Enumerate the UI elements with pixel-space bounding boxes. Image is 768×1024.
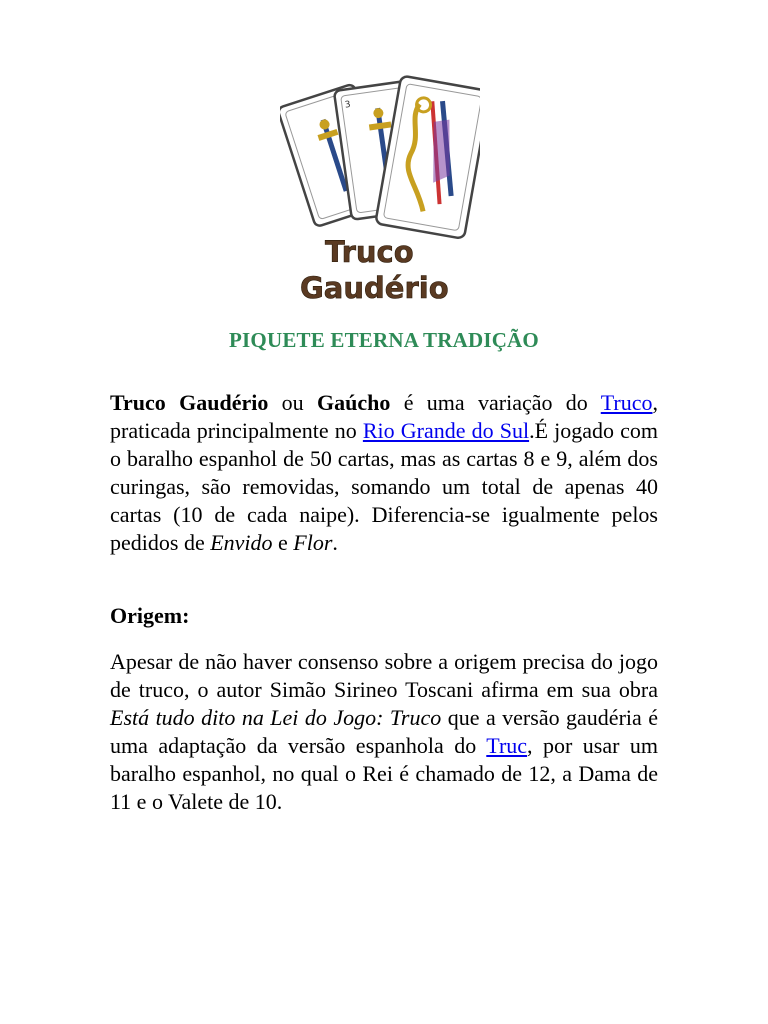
truco-gauderio-logo — [280, 62, 480, 312]
link-truco[interactable]: Truco — [600, 390, 653, 415]
text-span: é uma variação do — [390, 390, 601, 415]
text-span: . — [332, 530, 338, 555]
term-gaucho: Gaúcho — [317, 390, 391, 415]
text-span: , por usar um baralho espanhol, no qual o Rei é chamado de 12, a Dama de 11 e o Valete de 10. — [110, 733, 658, 814]
term-truco-gauderio: Truco Gaudério — [110, 390, 269, 415]
logo-line-1: Truco — [325, 235, 414, 269]
origin-paragraph — [110, 648, 658, 816]
logo-line-2: Gaudério — [300, 271, 449, 305]
link-rio-grande-do-sul[interactable]: Rio Grande do Sul — [362, 418, 530, 443]
text-span: e — [272, 530, 294, 555]
link-truc[interactable]: Truc — [486, 733, 528, 758]
playing-cards-icon — [280, 62, 480, 312]
text-span: Apesar de não haver consenso sobre a origem precisa do jogo de truco, o autor Simão Sirineo Toscani afirma em sua obra — [110, 649, 658, 702]
intro-paragraph — [110, 389, 658, 557]
term-flor: Flor — [293, 530, 333, 555]
card-number: 3 — [344, 99, 352, 111]
term-envido: Envido — [210, 530, 273, 555]
text-span: ou — [268, 390, 318, 415]
page-title: PIQUETE ETERNA TRADIÇÃO — [229, 328, 539, 352]
text-span: , praticada principalmente no — [110, 390, 659, 443]
book-title: Está tudo dito na Lei do Jogo: Truco — [110, 705, 442, 730]
text-span: .É jogado com o baralho espanhol de 50 cartas, mas as cartas 8 e 9, além dos curingas, são removidas, somando um total de apenas 40 cartas (10 de cada naipe). Diferencia-se igualmente pelos pedidos de — [110, 418, 658, 555]
text-span: que a versão gaudéria é uma adaptação da versão espanhola do — [110, 705, 659, 758]
heading-origem: Origem: — [110, 603, 190, 628]
